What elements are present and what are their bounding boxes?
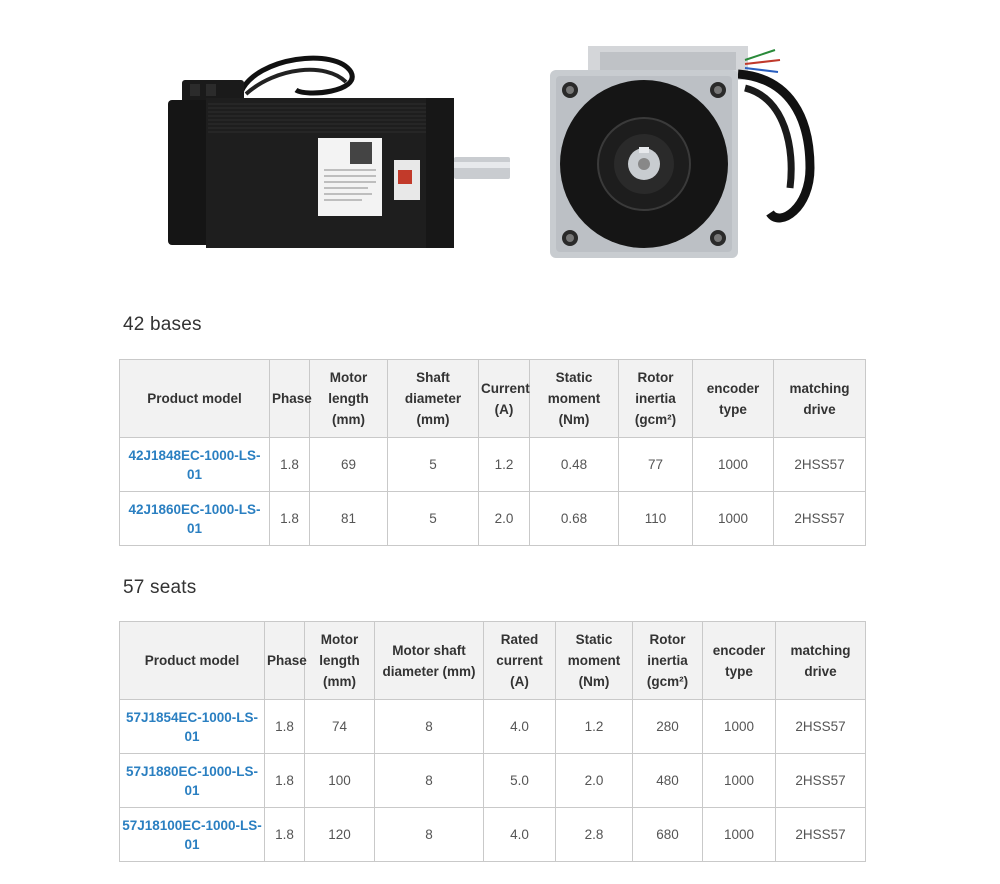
stepper-motor-front-photo (540, 38, 840, 268)
cell-encoder-type: 1000 (693, 492, 774, 546)
product-model-link[interactable]: 57J1854EC-1000-LS-01 (120, 700, 265, 754)
cell-encoder-type: 1000 (703, 700, 776, 754)
table-row (120, 700, 866, 754)
cell-static-moment: 2.0 (556, 754, 633, 808)
header-rotor-inertia: Rotor inertia (gcm²) (633, 622, 703, 700)
cell-shaft-diameter: 8 (375, 700, 484, 754)
cell-phase: 1.8 (270, 492, 310, 546)
cell-rotor-inertia: 280 (633, 700, 703, 754)
cell-encoder-type: 1000 (693, 438, 774, 492)
header-phase: Phase (270, 360, 310, 438)
cell-motor-length: 81 (310, 492, 388, 546)
table-row (120, 754, 866, 808)
table-row (120, 438, 866, 492)
header-current: Current (A) (479, 360, 530, 438)
header-matching-drive: matching drive (774, 360, 866, 438)
table-row (120, 492, 866, 546)
section-title-57: 57 seats (123, 577, 197, 598)
table-row (120, 808, 866, 862)
cell-rated-current: 4.0 (484, 808, 556, 862)
section-title-42: 42 bases (123, 314, 202, 335)
cell-phase: 1.8 (265, 754, 305, 808)
table-header-row (120, 622, 866, 700)
header-product-model: Product model (120, 360, 270, 438)
cell-motor-length: 100 (305, 754, 375, 808)
header-rotor-inertia: Rotor inertia (gcm²) (619, 360, 693, 438)
cell-static-moment: 2.8 (556, 808, 633, 862)
cell-matching-drive: 2HSS57 (774, 438, 866, 492)
cell-rotor-inertia: 77 (619, 438, 693, 492)
cell-phase: 1.8 (265, 700, 305, 754)
header-matching-drive: matching drive (776, 622, 866, 700)
header-motor-length: Motor length (mm) (305, 622, 375, 700)
cell-shaft-diameter: 8 (375, 808, 484, 862)
spec-table-57 (119, 621, 866, 862)
cell-motor-length: 74 (305, 700, 375, 754)
cell-shaft-diameter: 5 (388, 438, 479, 492)
stepper-motor-side-photo (146, 52, 516, 252)
cell-rotor-inertia: 480 (633, 754, 703, 808)
cell-rated-current: 5.0 (484, 754, 556, 808)
cell-matching-drive: 2HSS57 (776, 700, 866, 754)
header-shaft-diameter: Shaft diameter (mm) (388, 360, 479, 438)
cell-static-moment: 1.2 (556, 700, 633, 754)
cell-shaft-diameter: 8 (375, 754, 484, 808)
product-model-link[interactable]: 57J18100EC-1000-LS-01 (120, 808, 265, 862)
cell-rotor-inertia: 680 (633, 808, 703, 862)
cell-current: 2.0 (479, 492, 530, 546)
header-motor-length: Motor length (mm) (310, 360, 388, 438)
product-model-link[interactable]: 42J1860EC-1000-LS-01 (120, 492, 270, 546)
cell-rated-current: 4.0 (484, 700, 556, 754)
cell-encoder-type: 1000 (703, 754, 776, 808)
cell-static-moment: 0.48 (530, 438, 619, 492)
cell-motor-length: 69 (310, 438, 388, 492)
header-motor-shaft-diameter: Motor shaft diameter (mm) (375, 622, 484, 700)
product-model-link[interactable]: 57J1880EC-1000-LS-01 (120, 754, 265, 808)
cell-matching-drive: 2HSS57 (776, 754, 866, 808)
cell-encoder-type: 1000 (703, 808, 776, 862)
cell-static-moment: 0.68 (530, 492, 619, 546)
header-product-model: Product model (120, 622, 265, 700)
cell-rotor-inertia: 110 (619, 492, 693, 546)
header-encoder-type: encoder type (693, 360, 774, 438)
product-model-link[interactable]: 42J1848EC-1000-LS-01 (120, 438, 270, 492)
header-static-moment: Static moment (Nm) (556, 622, 633, 700)
cell-matching-drive: 2HSS57 (776, 808, 866, 862)
cell-shaft-diameter: 5 (388, 492, 479, 546)
cell-motor-length: 120 (305, 808, 375, 862)
header-rated-current: Rated current (A) (484, 622, 556, 700)
cell-phase: 1.8 (270, 438, 310, 492)
table-header-row (120, 360, 866, 438)
header-static-moment: Static moment (Nm) (530, 360, 619, 438)
header-encoder-type: encoder type (703, 622, 776, 700)
cell-phase: 1.8 (265, 808, 305, 862)
spec-table-42 (119, 359, 866, 546)
header-phase: Phase (265, 622, 305, 700)
cell-current: 1.2 (479, 438, 530, 492)
cell-matching-drive: 2HSS57 (774, 492, 866, 546)
